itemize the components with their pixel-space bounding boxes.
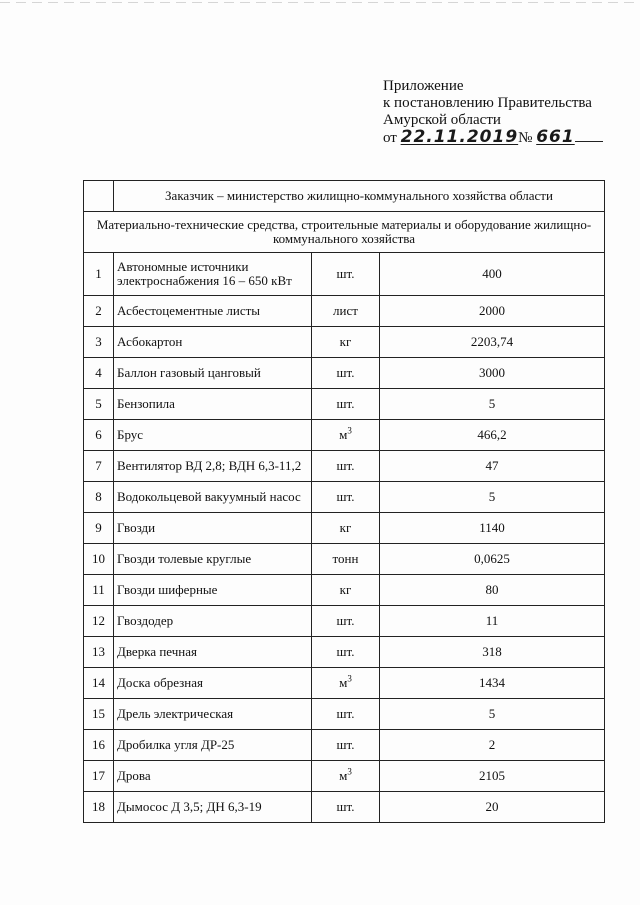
item-unit: [312, 296, 380, 327]
appendix-resolution-ref: к постановлению Правительства: [383, 95, 592, 111]
row-number: 17: [84, 761, 114, 792]
item-name: Дымосос Д 3,5; ДН 6,3-19: [114, 792, 312, 823]
table-row: [84, 513, 605, 544]
item-quantity: 11: [380, 606, 605, 637]
table-row: [84, 761, 605, 792]
item-quantity: 318: [380, 637, 605, 668]
row-number: 2: [84, 296, 114, 327]
item-unit: [312, 451, 380, 482]
unit-superscript: 3: [347, 766, 352, 777]
item-name: Гвоздодер: [114, 606, 312, 637]
unit-text: шт.: [336, 613, 355, 628]
item-quantity: 1140: [380, 513, 605, 544]
appendix-region: Амурской области: [383, 112, 501, 128]
item-quantity: 2105: [380, 761, 605, 792]
item-unit: [312, 327, 380, 358]
item-unit: [312, 420, 380, 451]
category-header: Материально-технические средства, строительные материалы и оборудование жилищно-коммунального хозяйства: [84, 212, 605, 253]
appendix-title: Приложение: [383, 78, 464, 94]
item-quantity: 0,0625: [380, 544, 605, 575]
item-unit: [312, 253, 380, 296]
item-unit: [312, 730, 380, 761]
item-quantity: 400: [380, 253, 605, 296]
item-quantity: 2000: [380, 296, 605, 327]
unit-text: шт.: [336, 365, 355, 380]
row-number: 12: [84, 606, 114, 637]
item-name: Асбокартон: [114, 327, 312, 358]
item-quantity: 80: [380, 575, 605, 606]
unit-text: шт.: [336, 489, 355, 504]
unit-text: шт.: [336, 396, 355, 411]
table-row: [84, 451, 605, 482]
row-number: 7: [84, 451, 114, 482]
unit-superscript: 3: [347, 425, 352, 436]
date-prefix: от: [383, 130, 397, 146]
table-row: [84, 668, 605, 699]
item-unit: [312, 358, 380, 389]
item-quantity: 1434: [380, 668, 605, 699]
item-quantity: 20: [380, 792, 605, 823]
item-name: Автономные источники электроснабжения 16 – 650 кВт: [114, 253, 312, 296]
item-quantity: 5: [380, 699, 605, 730]
table-row: [84, 253, 605, 296]
row-number: 10: [84, 544, 114, 575]
item-name: Вентилятор ВД 2,8; ВДН 6,3-11,2: [114, 451, 312, 482]
unit-text: м: [339, 427, 348, 442]
unit-text: шт.: [336, 458, 355, 473]
row-number: 9: [84, 513, 114, 544]
item-name: Дрова: [114, 761, 312, 792]
item-name: Асбестоцементные листы: [114, 296, 312, 327]
item-name: Водокольцевой вакуумный насос: [114, 482, 312, 513]
unit-text: лист: [333, 303, 358, 318]
row-number: 15: [84, 699, 114, 730]
item-name: Доска обрезная: [114, 668, 312, 699]
item-unit: [312, 482, 380, 513]
unit-text: шт.: [336, 706, 355, 721]
unit-text: кг: [339, 520, 352, 535]
row-number: 6: [84, 420, 114, 451]
unit-text: кг: [339, 334, 352, 349]
table-row: [84, 792, 605, 823]
scan-artifact-line: [0, 2, 640, 3]
unit-text: м: [339, 675, 348, 690]
row-number: 8: [84, 482, 114, 513]
item-name: Дверка печная: [114, 637, 312, 668]
unit-text: шт.: [336, 737, 355, 752]
item-unit: [312, 513, 380, 544]
table-row: [84, 730, 605, 761]
item-name: Гвозди толевые круглые: [114, 544, 312, 575]
unit-text: тонн: [332, 551, 359, 566]
item-quantity: 47: [380, 451, 605, 482]
item-name: Дрель электрическая: [114, 699, 312, 730]
unit-text: шт.: [336, 266, 355, 281]
table-row: [84, 575, 605, 606]
item-unit: [312, 544, 380, 575]
handwritten-number: 661: [536, 127, 575, 147]
item-name: Баллон газовый цанговый: [114, 358, 312, 389]
unit-text: шт.: [336, 644, 355, 659]
handwritten-date: 22.11.2019: [400, 127, 519, 147]
table-row: [84, 296, 605, 327]
unit-superscript: 3: [347, 673, 352, 684]
appendix-block: [383, 78, 603, 147]
table-row: [84, 544, 605, 575]
unit-text: м: [339, 768, 348, 783]
item-quantity: 5: [380, 482, 605, 513]
item-quantity: 2203,74: [380, 327, 605, 358]
table-row: [84, 358, 605, 389]
table-row: [84, 482, 605, 513]
item-name: Брус: [114, 420, 312, 451]
row-number: 5: [84, 389, 114, 420]
item-name: Гвозди шиферные: [114, 575, 312, 606]
header-empty-cell: [84, 181, 114, 212]
row-number: 14: [84, 668, 114, 699]
item-unit: [312, 637, 380, 668]
materials-table: [83, 180, 605, 823]
number-underline: [575, 129, 603, 142]
row-number: 13: [84, 637, 114, 668]
item-quantity: 3000: [380, 358, 605, 389]
appendix-date-number-line: [383, 129, 603, 147]
table-row: [84, 420, 605, 451]
row-number: 4: [84, 358, 114, 389]
row-number: 3: [84, 327, 114, 358]
item-quantity: 2: [380, 730, 605, 761]
item-unit: [312, 761, 380, 792]
row-number: 16: [84, 730, 114, 761]
category-header-row: [84, 212, 605, 253]
item-unit: [312, 389, 380, 420]
item-name: Дробилка угля ДР-25: [114, 730, 312, 761]
table-row: [84, 699, 605, 730]
customer-header-row: [84, 181, 605, 212]
table-row: [84, 637, 605, 668]
item-quantity: 5: [380, 389, 605, 420]
item-name: Бензопила: [114, 389, 312, 420]
unit-text: кг: [339, 582, 352, 597]
customer-header: Заказчик – министерство жилищно-коммунального хозяйства области: [114, 181, 605, 212]
item-unit: [312, 606, 380, 637]
number-label: №: [518, 130, 533, 146]
item-name: Гвозди: [114, 513, 312, 544]
row-number: 11: [84, 575, 114, 606]
row-number: 18: [84, 792, 114, 823]
item-unit: [312, 792, 380, 823]
row-number: 1: [84, 253, 114, 296]
item-unit: [312, 668, 380, 699]
table-row: [84, 327, 605, 358]
table-row: [84, 606, 605, 637]
item-quantity: 466,2: [380, 420, 605, 451]
table-row: [84, 389, 605, 420]
item-unit: [312, 699, 380, 730]
item-unit: [312, 575, 380, 606]
unit-text: шт.: [336, 799, 355, 814]
